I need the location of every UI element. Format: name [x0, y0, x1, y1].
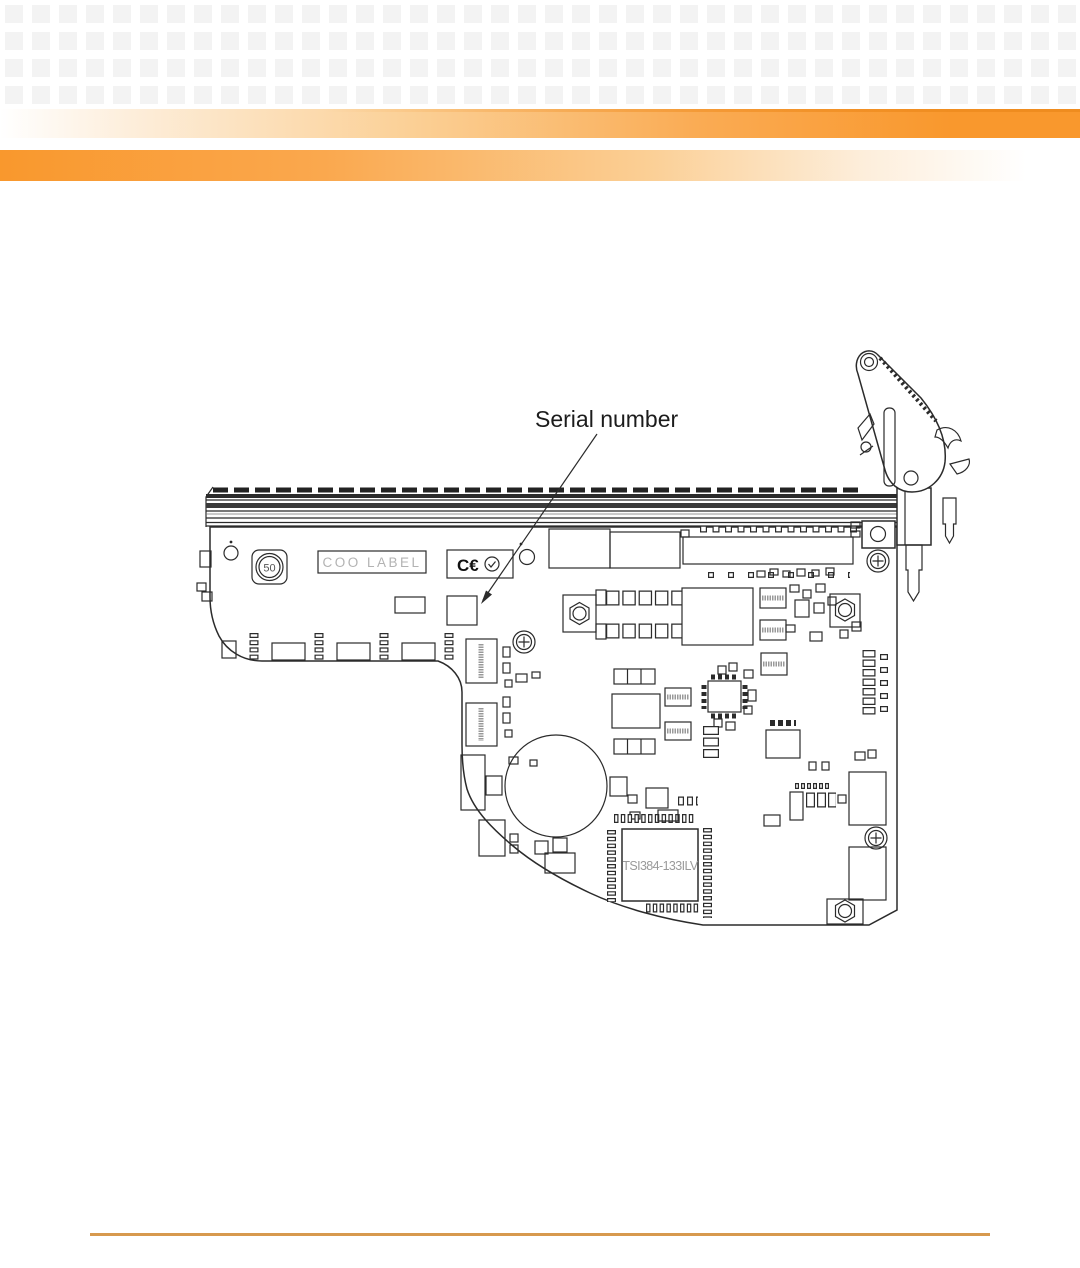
coo-label-box: [318, 551, 426, 573]
ce-mark-text: C€: [457, 556, 479, 575]
footer-rule: [90, 1233, 990, 1236]
board-outline: [197, 527, 897, 925]
screw-icon: [865, 827, 887, 849]
screw-icon: [867, 550, 889, 572]
serial-number-label: Serial number: [535, 406, 679, 432]
coo-label-text: COO LABEL: [322, 555, 422, 570]
screw-icon: [513, 631, 535, 653]
chip-marking-text: TSI384-133ILV: [622, 859, 698, 873]
roundel-text: 50: [263, 562, 276, 575]
